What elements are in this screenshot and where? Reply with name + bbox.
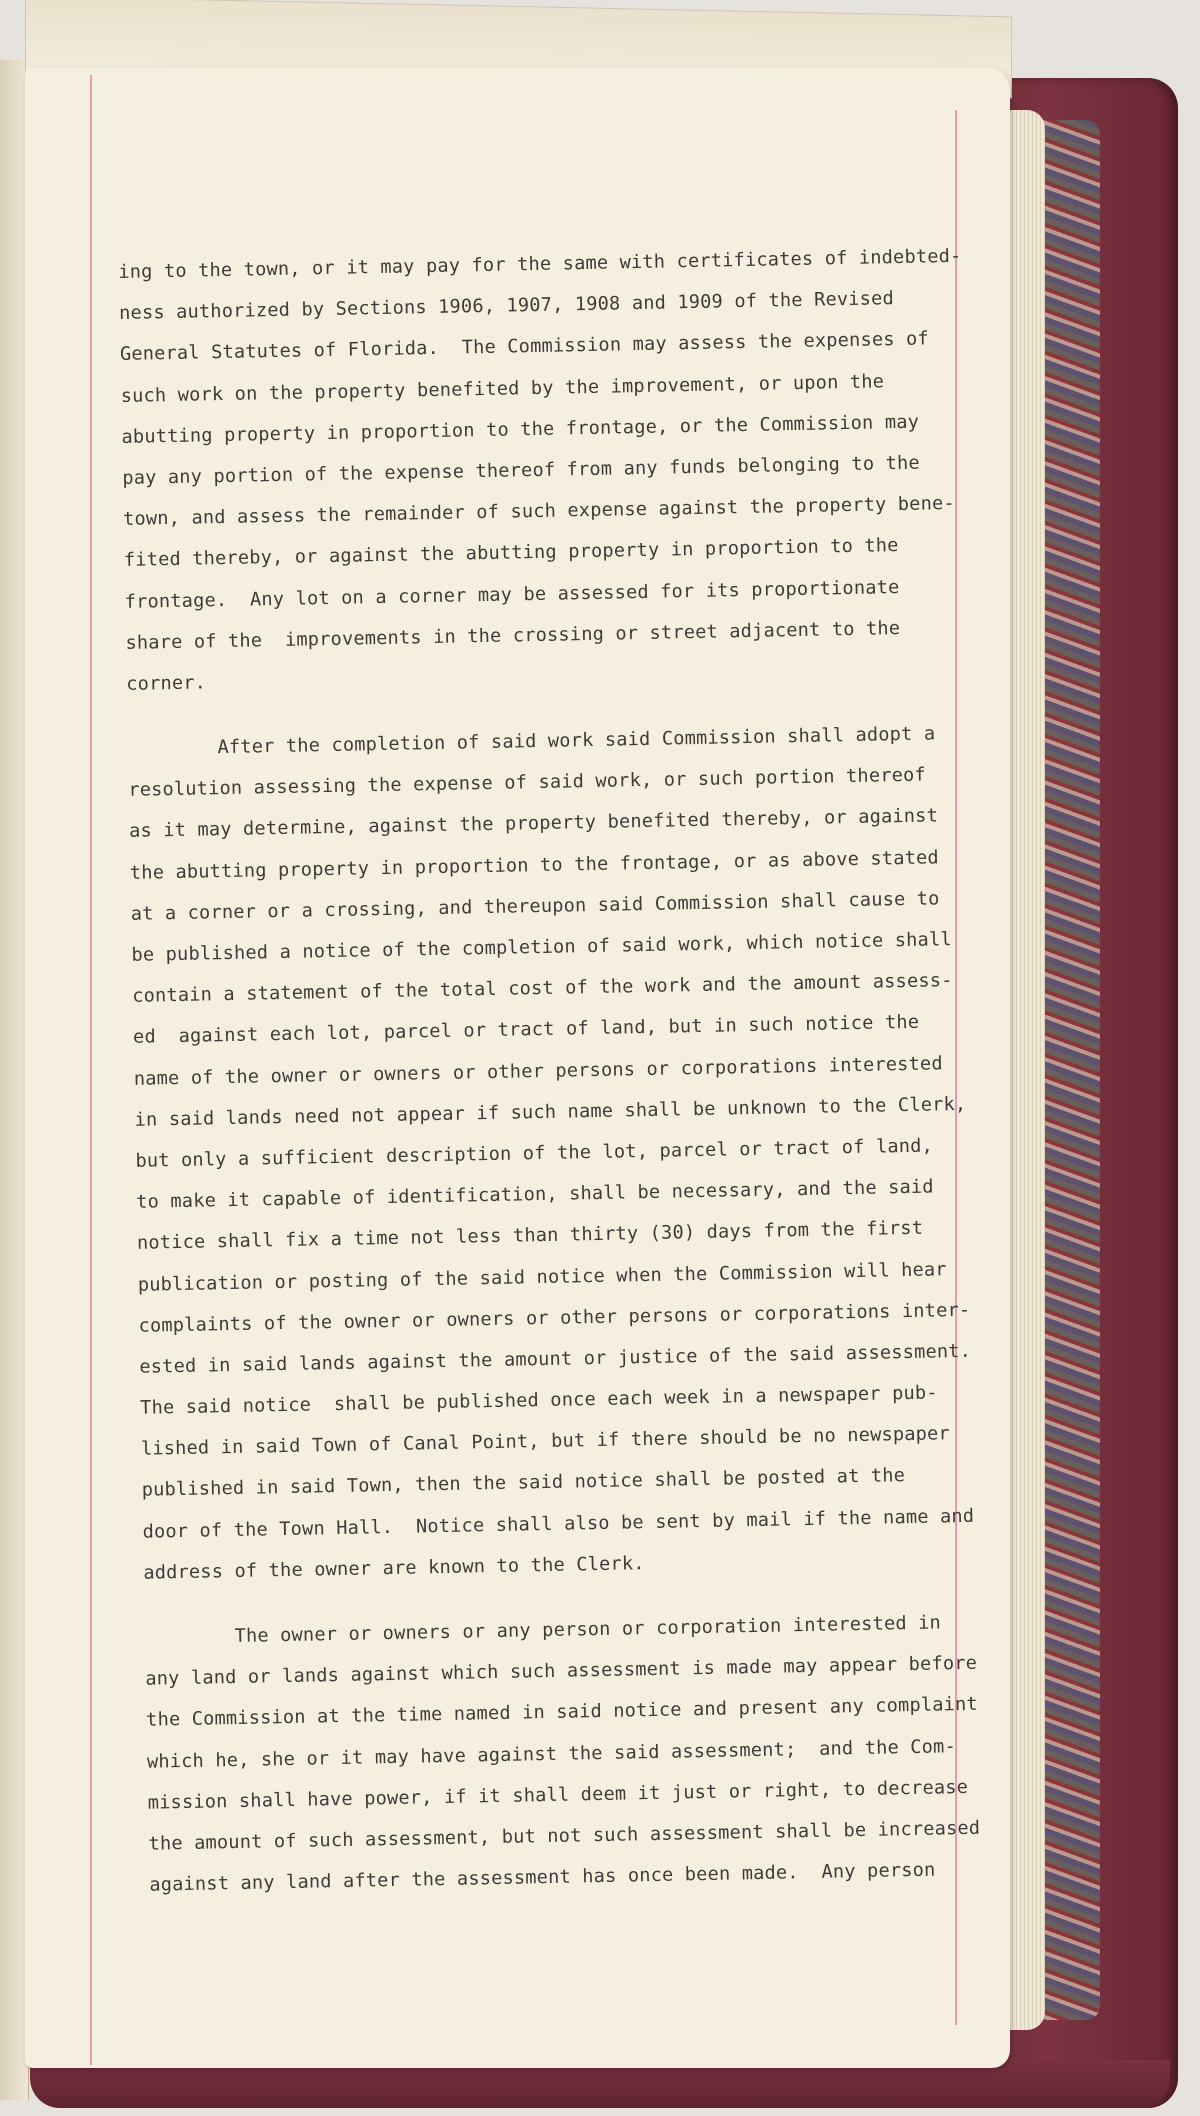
paragraph-3 bbox=[144, 1601, 1009, 1906]
text-line: complaints of the owner or owners or other persons or corporations inter- bbox=[138, 1299, 971, 1337]
text-line: General Statutes of Florida. The Commission may assess the expenses of bbox=[119, 328, 930, 366]
text-line: ing to the town, or it may pay for the same with certificates of indebted- bbox=[118, 245, 962, 283]
text-line: contain a statement of the total cost of the work and the amount assess- bbox=[132, 970, 953, 1008]
text-line: notice shall fix a time not less than thirty (30) days from the first bbox=[136, 1218, 924, 1255]
text-line: but only a sufficient description of the lot, parcel or tract of land, bbox=[135, 1135, 934, 1172]
text-line: the Commission at the time named in said notice and present any complaint bbox=[145, 1694, 979, 1732]
text-line: mission shall have power, if it shall deem it just or right, to decrease bbox=[147, 1776, 969, 1814]
text-line: be published a notice of the completion of said work, which notice shall bbox=[131, 929, 952, 966]
text-line: which he, she or it may have against the said assessment; and the Com- bbox=[146, 1735, 957, 1773]
text-line: town, and assess the remainder of such expense against the property bene- bbox=[122, 493, 955, 531]
text-line: door of the Town Hall. Notice shall also be sent by mail if the name and bbox=[142, 1505, 975, 1543]
text-line: such work on the property benefited by the improvement, or upon the bbox=[120, 370, 885, 407]
text-line: The owner or owners or any person or corporation interested in bbox=[234, 1612, 942, 1648]
text-line: to make it capable of identification, shall be necessary, and the said bbox=[136, 1176, 934, 1213]
text-line: After the completion of said work said Commission shall adopt a bbox=[217, 723, 936, 759]
paragraph-1 bbox=[118, 235, 987, 704]
text-line: ness authorized by Sections 1906, 1907, 1908 and 1909 of the Revised bbox=[118, 288, 895, 325]
text-line: corner. bbox=[126, 672, 207, 695]
text-line: name of the owner or owners or other persons or corporations interested bbox=[133, 1052, 943, 1090]
text-line: as it may determine, against the property benefited thereby, or against bbox=[128, 805, 939, 843]
text-line: publication or posting of the said notice when the Commission will hear bbox=[137, 1258, 947, 1296]
text-line: the abutting property in proportion to the frontage, or as above stated bbox=[129, 846, 939, 884]
text-line: at a corner or a crossing, and thereupon said Commission shall cause to bbox=[130, 888, 940, 925]
text-line: frontage. Any lot on a corner may be assessed for its proportionate bbox=[124, 576, 900, 613]
text-line: address of the owner are known to the Clerk. bbox=[143, 1552, 645, 1584]
text-line: share of the improvements in the crossing or street adjacent to the bbox=[125, 617, 901, 654]
text-line: fited thereby, or against the abutting property in proportion to the bbox=[123, 535, 899, 572]
text-line: abutting property in proportion to the frontage, or the Commission may bbox=[121, 411, 920, 448]
text-line: resolution assessing the expense of said work, or such portion thereof bbox=[128, 764, 927, 802]
typed-text-body bbox=[118, 235, 1010, 1906]
text-line: against any land after the assessment has once been made. Any person bbox=[149, 1859, 936, 1896]
paragraph-2 bbox=[127, 712, 1003, 1593]
text-line: ed against each lot, parcel or tract of land, but in such notice the bbox=[132, 1012, 920, 1049]
text-line: in said lands need not appear if such name shall be unknown to the Clerk, bbox=[134, 1093, 967, 1131]
text-line: ested in said lands against the amount or justice of the said assessment. bbox=[139, 1340, 972, 1378]
text-line: the amount of such assessment, but not such assessment shall be increased bbox=[148, 1817, 981, 1855]
text-line: published in said Town, then the said notice shall be posted at the bbox=[141, 1465, 906, 1502]
text-line: pay any portion of the expense thereof from any funds belonging to the bbox=[122, 452, 921, 489]
text-line: The said notice shall be published once each week in a newspaper pub- bbox=[140, 1382, 938, 1419]
text-line: any land or lands against which such assessment is made may appear before bbox=[145, 1652, 978, 1690]
text-line: lished in said Town of Canal Point, but if there should be no newspaper bbox=[140, 1423, 951, 1461]
left-margin-rule bbox=[90, 75, 92, 2065]
